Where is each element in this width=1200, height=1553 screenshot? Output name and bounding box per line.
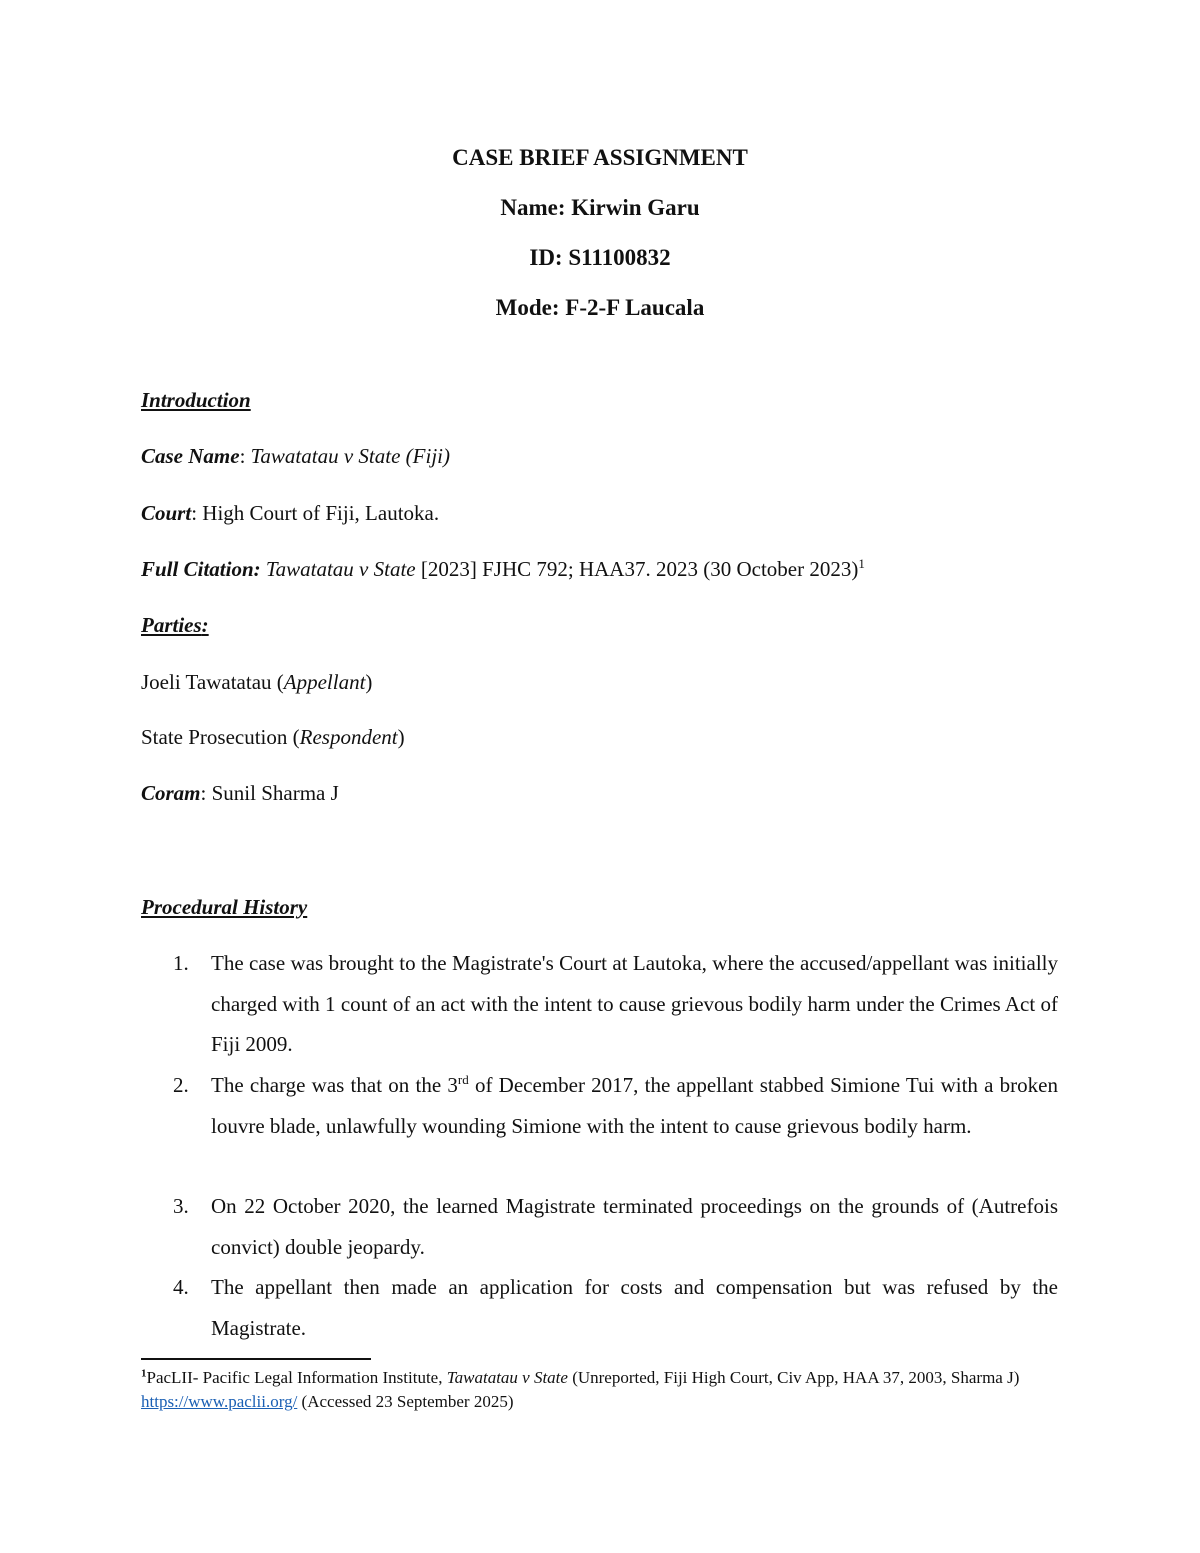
ordinal-suffix: rd [457,1072,469,1087]
coram-label: Coram [141,781,201,805]
case-name-label: Case Name [141,444,240,468]
study-mode: Mode: F-2-F Laucala [495,295,705,320]
court-label: Court [141,501,192,525]
court-line: Court: High Court of Fiji, Lautoka. [141,501,440,525]
footnote-separator [141,1358,371,1360]
respondent-role: Respondent [299,725,398,749]
parties-line: Parties: [141,613,209,637]
footnote-link[interactable]: https://www.paclii.org/ [141,1392,298,1411]
appellant-line: Joeli Tawatatau (Appellant) [141,670,373,694]
list-item-text: The appellant then made an application for costs and compensation but was refused by the Magistrate. [211,1275,1058,1340]
citation-case: Tawatatau v State [265,557,416,581]
list-item-number: 1. [173,951,189,975]
respondent-line: State Prosecution (Respondent) [141,725,405,749]
list-item-number: 3. [173,1194,189,1218]
parties-heading: Parties [141,613,202,637]
coram-line: Coram: Sunil Sharma J [141,781,339,805]
citation-line [141,555,865,583]
list-item-text [211,1065,1058,1146]
case-name-value: Tawatatau v State (Fiji) [250,444,450,468]
list-item-number: 4. [173,1275,189,1299]
appellant-name: Joeli Tawatatau [141,670,272,694]
list-item-text: On 22 October 2020, the learned Magistrate terminated proceedings on the grounds of (Autrefois convict) double jeopardy. [211,1194,1058,1259]
footnote-case: Tawatatau v State [446,1368,568,1387]
citation-rest: [2023] FJHC 792; HAA37. 2023 (30 October 2023) [420,557,859,581]
introduction-heading: Introduction [141,388,251,412]
student-id: ID: S11100832 [529,245,671,270]
document-title: CASE BRIEF ASSIGNMENT [452,145,748,170]
coram-value: Sunil Sharma J [211,781,339,805]
court-value: High Court of Fiji, Lautoka. [202,501,440,525]
footnote [141,1366,1058,1414]
appellant-role: Appellant [283,670,366,694]
respondent-name: State Prosecution [141,725,288,749]
footnote-text-part: PacLII- Pacific Legal Information Institute, [146,1368,447,1387]
list-item-text-part: The charge was that on the 3 [211,1073,458,1097]
list-item-number: 2. [173,1073,189,1097]
footnote-text-part: (Unreported, Fiji High Court, Civ App, HAA 37, 2003, Sharma J) [567,1368,1020,1387]
citation-label: Full Citation: [141,557,261,581]
footnote-mark: 1 [141,1367,147,1380]
list-item-text: The case was brought to the Magistrate's Court at Lautoka, where the accused/appellant was initially charged with 1 count of an act with the intent to cause grievous bodily harm under the Crimes Act of Fiji 2009. [211,951,1058,1056]
procedural-history-heading: Procedural History [141,895,308,919]
footnote-reference[interactable]: 1 [858,556,865,571]
footnote-text-part: (Accessed 23 September 2025) [297,1392,514,1411]
case-name-line: Case Name: Tawatatau v State (Fiji) [141,444,450,468]
student-name: Name: Kirwin Garu [500,195,700,220]
list-item-text-part: of December 2017, the appellant stabbed Simione Tui with a broken louvre blade, unlawfully wounding Simione with the intent to cause grievous bodily harm. [211,1073,1058,1138]
